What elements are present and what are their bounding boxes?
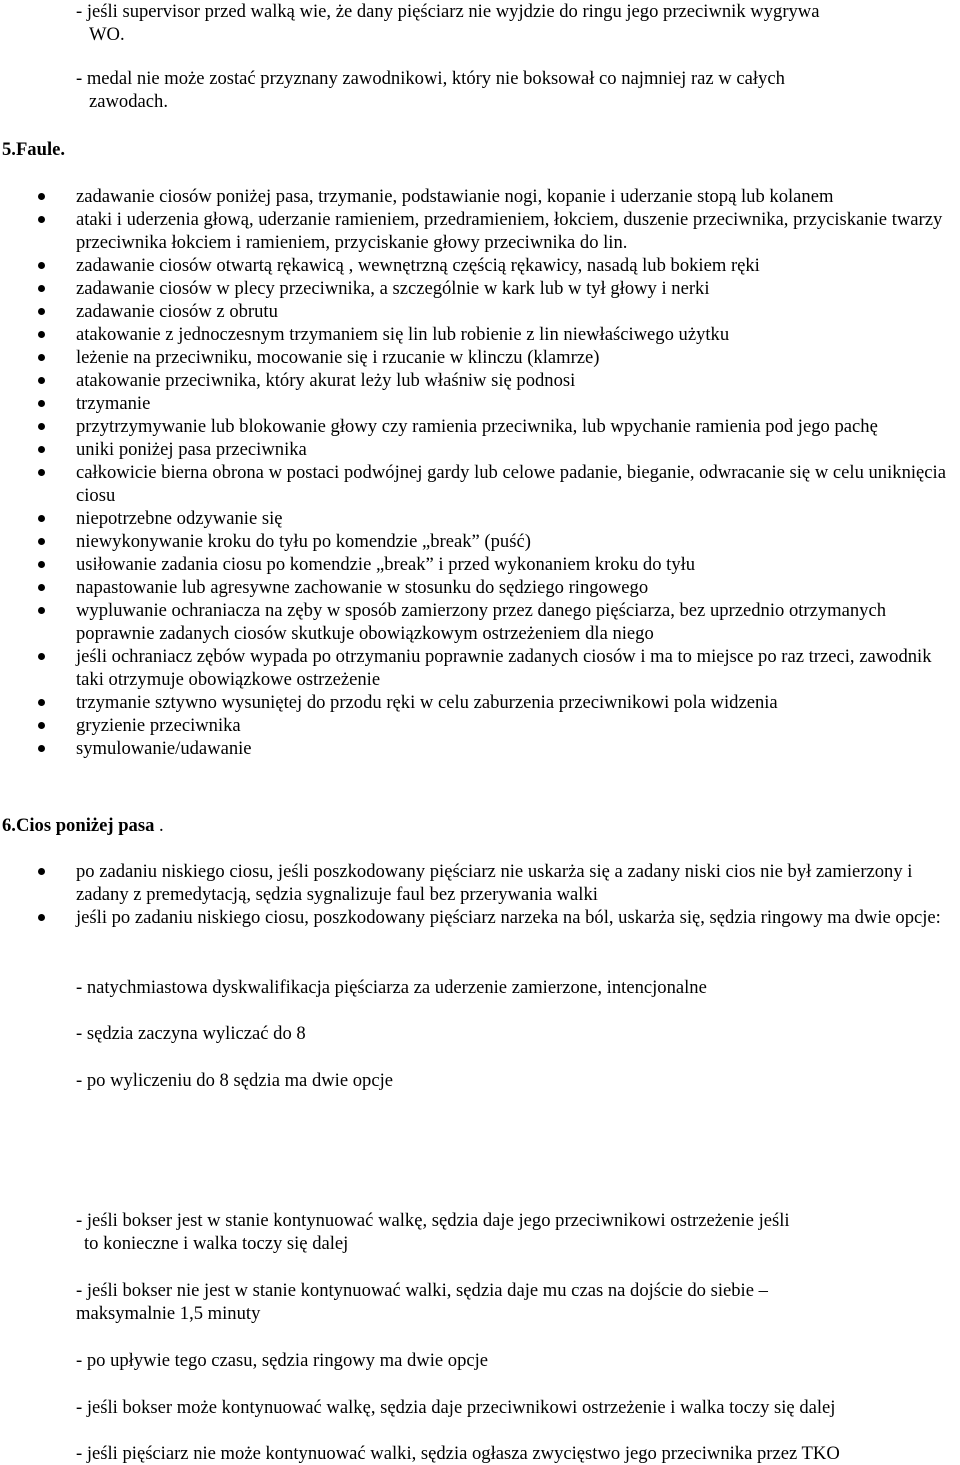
bullet-icon — [38, 868, 45, 875]
bullet-icon — [38, 331, 45, 338]
suboption-3: - po upływie tego czasu, sędzia ringowy ma dwie opcje — [76, 1350, 489, 1371]
bullet-icon — [38, 262, 45, 269]
list-item: trzymanie sztywno wysuniętej do przodu ręki w celu zaburzenia przeciwnikowi pola widzenia — [0, 691, 960, 714]
bullet-icon — [38, 193, 45, 200]
section-6-heading-suffix: . — [154, 815, 164, 836]
suboption-1-line2: to konieczne i walka toczy się dalej — [84, 1233, 349, 1254]
list-item: ataki i uderzenia głową, uderzanie ramieniem, przedramieniem, łokciem, duszenie przeciwnika, przyciskanie twarzy przeciwnika łokciem i ramieniem, przyciskanie głowy przeciwnika do lin. — [0, 208, 960, 254]
section-5-heading: 5.Faule. — [2, 139, 66, 160]
list-item: po zadaniu niskiego ciosu, jeśli poszkodowany pięściarz nie uskarża się a zadany niski cios nie był zamierzony i zadany z premedytacją, sędzia sygnalizuje faul bez przerywania walki — [0, 860, 960, 906]
bullet-icon — [38, 561, 45, 568]
suboption-1-line1: - jeśli bokser jest w stanie kontynuować walkę, sędzia daje jego przeciwnikowi ostrzeżenie jeśli — [76, 1210, 790, 1231]
bullet-icon — [38, 400, 45, 407]
list-item: usiłowanie zadania ciosu po komendzie „break” i przed wykonaniem kroku do tyłu — [0, 553, 960, 576]
bullet-icon — [38, 354, 45, 361]
option-3: - po wyliczeniu do 8 sędzia ma dwie opcje — [76, 1070, 394, 1091]
list-item: przytrzymywanie lub blokowanie głowy czy ramienia przeciwnika, lub wpychanie ramienia pod jego pachę — [0, 415, 960, 438]
bullet-icon — [38, 584, 45, 591]
list-item: jeśli ochraniacz zębów wypada po otrzymaniu poprawnie zadanych ciosów i ma to miejsce po raz trzeci, zawodnik taki otrzymuje obowiązkowe ostrzeżenie — [0, 645, 960, 691]
list-item: atakowanie z jednoczesnym trzymaniem się lin lub robienie z lin niewłaściwego użytku — [0, 323, 960, 346]
option-1: - natychmiastowa dyskwalifikacja pięściarza za uderzenie zamierzone, intencjonalne — [76, 977, 707, 998]
bullet-icon — [38, 745, 45, 752]
suboption-2-line1: - jeśli bokser nie jest w stanie kontynuować walki, sędzia daje mu czas na dojście do siebie – — [76, 1280, 768, 1301]
bullet-icon — [38, 914, 45, 921]
intro-item-1 — [76, 0, 946, 46]
bullet-icon — [38, 216, 45, 223]
list-item: atakowanie przeciwnika, który akurat leży lub właśniw się podnosi — [0, 369, 960, 392]
list-item: niepotrzebne odzywanie się — [0, 507, 960, 530]
suboption-1 — [76, 1209, 946, 1255]
list-item: uniki poniżej pasa przeciwnika — [0, 438, 960, 461]
list-item: niewykonywanie kroku do tyłu po komendzie „break” (puść) — [0, 530, 960, 553]
list-item: symulowanie/udawanie — [0, 737, 960, 760]
list-item: trzymanie — [0, 392, 960, 415]
bullet-icon — [38, 515, 45, 522]
bullet-icon — [38, 308, 45, 315]
list-item: leżenie na przeciwniku, mocowanie się i rzucanie w klinczu (klamrze) — [0, 346, 960, 369]
intro-item-2 — [76, 67, 946, 113]
bullet-icon — [38, 699, 45, 706]
section-6-list — [0, 860, 960, 929]
bullet-icon — [38, 285, 45, 292]
list-item: jeśli po zadaniu niskiego ciosu, poszkodowany pięściarz narzeka na ból, uskarża się, sędzia ringowy ma dwie opcje: — [0, 906, 960, 929]
bullet-icon — [38, 423, 45, 430]
section-5-list — [0, 185, 960, 760]
list-item: napastowanie lub agresywne zachowanie w stosunku do sędziego ringowego — [0, 576, 960, 599]
suboption-5: - jeśli pięściarz nie może kontynuować walki, sędzia ogłasza zwycięstwo jego przeciwnika przez TKO — [76, 1443, 840, 1464]
bullet-icon — [38, 446, 45, 453]
option-2: - sędzia zaczyna wyliczać do 8 — [76, 1023, 306, 1044]
section-6-heading — [2, 814, 164, 837]
list-item: gryzienie przeciwnika — [0, 714, 960, 737]
list-item: całkowicie bierna obrona w postaci podwójnej gardy lub celowe padanie, bieganie, odwracanie się w celu uniknięcia ciosu — [0, 461, 960, 507]
intro-item-2-line1: - medal nie może zostać przyznany zawodnikowi, który nie boksował co najmniej raz w całych — [76, 68, 785, 89]
section-6-heading-text: 6.Cios poniżej pasa — [2, 815, 155, 836]
bullet-icon — [38, 469, 45, 476]
bullet-icon — [38, 607, 45, 614]
intro-item-1-line1: - jeśli supervisor przed walką wie, że dany pięściarz nie wyjdzie do ringu jego przeciwnik wygrywa — [76, 1, 820, 22]
list-item: zadawanie ciosów z obrutu — [0, 300, 960, 323]
suboption-2-line2: maksymalnie 1,5 minuty — [76, 1303, 261, 1324]
bullet-icon — [38, 722, 45, 729]
bullet-icon — [38, 538, 45, 545]
list-item: zadawanie ciosów otwartą rękawicą , wewnętrzną częścią rękawicy, nasadą lub bokiem ręki — [0, 254, 960, 277]
list-item: wypluwanie ochraniacza na zęby w sposób zamierzony przez danego pięściarza, bez uprzednio otrzymanych poprawnie zadanych ciosów skutkuje obowiązkowym ostrzeżeniem dla niego — [0, 599, 960, 645]
bullet-icon — [38, 377, 45, 384]
list-item: zadawanie ciosów poniżej pasa, trzymanie, podstawianie nogi, kopanie i uderzanie stopą lub kolanem — [0, 185, 960, 208]
intro-item-2-line2: zawodach. — [89, 91, 168, 112]
intro-item-1-line2: WO. — [89, 24, 125, 45]
suboption-4: - jeśli bokser może kontynuować walkę, sędzia daje przeciwnikowi ostrzeżenie i walka toczy się dalej — [76, 1397, 836, 1418]
suboption-2 — [76, 1279, 946, 1325]
list-item: zadawanie ciosów w plecy przeciwnika, a szczególnie w kark lub w tył głowy i nerki — [0, 277, 960, 300]
bullet-icon — [38, 653, 45, 660]
